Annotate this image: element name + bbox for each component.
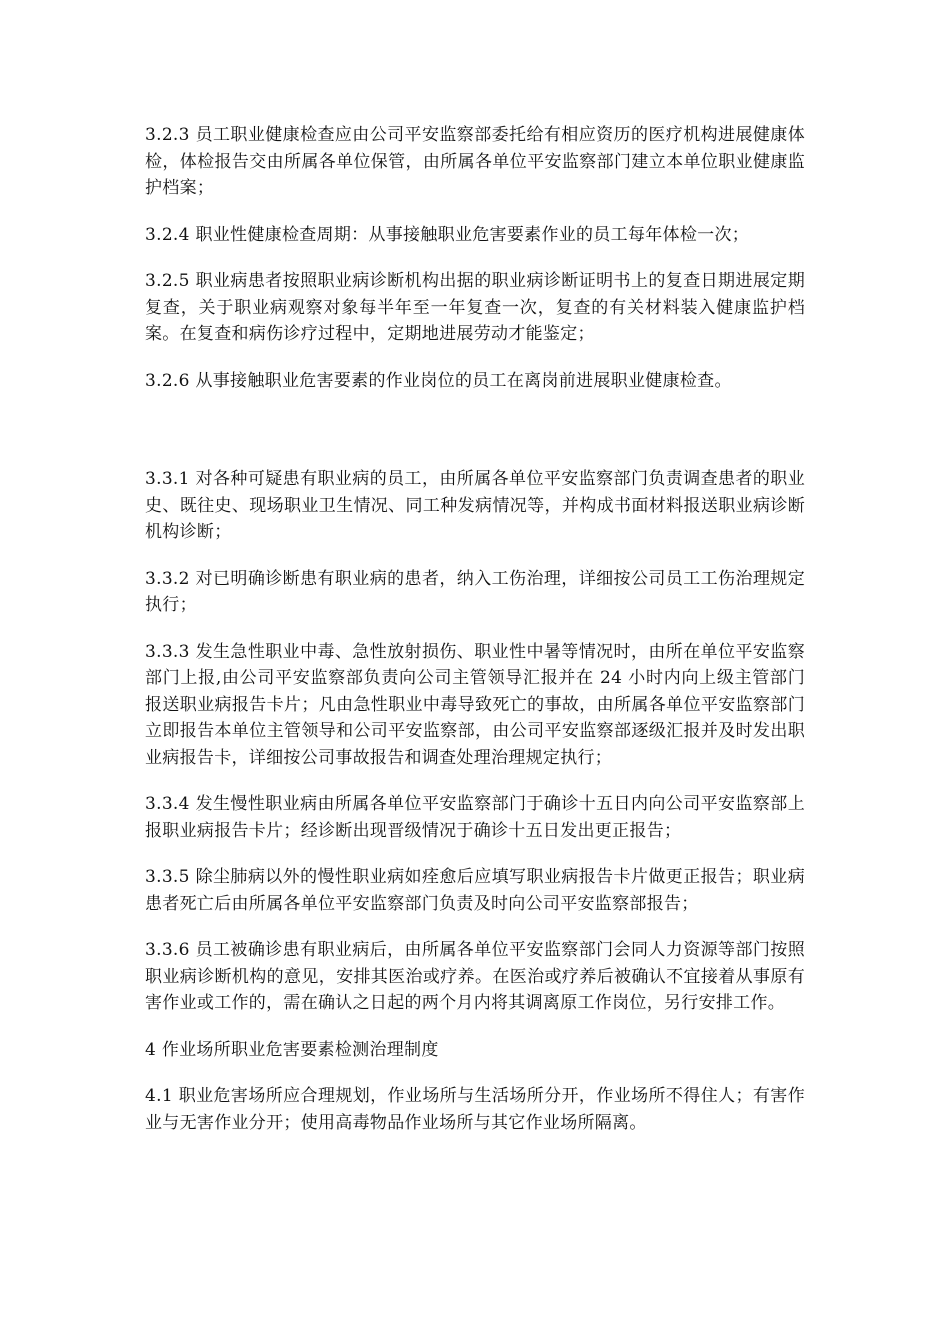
- paragraph-4-1: 4.1 职业危害场所应合理规划，作业场所与生活场所分开，作业场所不得住人；有害作业与无害作业分开；使用高毒物品作业场所与其它作业场所隔离。: [145, 1086, 805, 1133]
- paragraph-3-3-2: 3.3.2 对已明确诊断患有职业病的患者，纳入工伤治理，详细按公司员工工伤治理规定执行；: [145, 568, 805, 615]
- paragraph-3-2-3: 3.2.3 员工职业健康检查应由公司平安监察部委托给有相应资历的医疗机构进展健康体检，体检报告交由所属各单位保管，由所属各单位平安监察部门建立本单位职业健康监护档案；: [145, 125, 805, 198]
- paragraph-3-3-3: 3.3.3 发生急性职业中毒、急性放射损伤、职业性中暑等情况时，由所在单位平安监察部门上报,由公司平安监察部负责向公司主管领导汇报并在 24 小时内向上级主管部门报送职业病报告卡片；凡由急性职业中毒导致死亡的事故，由所属各单位平安监察部门立即报告本单位主管领导和公司平安监察部，由公司平安监察部逐级汇报并及时发出职业病报告卡，详细按公司事故报告和调查处理治理规定执行；: [145, 641, 805, 768]
- paragraph-3-2-6: 3.2.6 从事接触职业危害要素的作业岗位的员工在离岗前进展职业健康检查。: [145, 370, 732, 391]
- paragraph-3-3-4: 3.3.4 发生慢性职业病由所属各单位平安监察部门于确诊十五日内向公司平安监察部上报职业病报告卡片；经诊断出现晋级情况于确诊十五日发出更正报告；: [145, 794, 805, 841]
- document-page: [145, 122, 805, 1156]
- section-4-heading: 4 作业场所职业危害要素检测治理制度: [145, 1039, 439, 1060]
- paragraph-3-3-6: 3.3.6 员工被确诊患有职业病后，由所属各单位平安监察部门会同人力资源等部门按照职业病诊断机构的意见，安排其医治或疗养。在医治或疗养后被确认不宜接着从事原有害作业或工作的，需在确认之日起的两个月内将其调离原工作岗位，另行安排工作。: [145, 940, 805, 1013]
- paragraph-3-2-5: 3.2.5 职业病患者按照职业病诊断机构出据的职业病诊断证明书上的复查日期进展定期复查，关于职业病观察对象每半年至一年复查一次，复查的有关材料装入健康监护档案。在复查和病伤诊疗过程中，定期地进展劳动才能鉴定；: [145, 271, 805, 344]
- section-spacer: [145, 414, 805, 466]
- paragraph-3-3-5: 3.3.5 除尘肺病以外的慢性职业病如痊愈后应填写职业病报告卡片做更正报告；职业病患者死亡后由所属各单位平安监察部门负责及时向公司平安监察部报告；: [145, 867, 805, 914]
- paragraph-3-3-1: 3.3.1 对各种可疑患有职业病的员工，由所属各单位平安监察部门负责调查患者的职业史、既往史、现场职业卫生情况、同工种发病情况等，并构成书面材料报送职业病诊断机构诊断；: [145, 469, 805, 542]
- paragraph-3-2-4: 3.2.4 职业性健康检查周期：从事接触职业危害要素作业的员工每年体检一次；: [145, 224, 750, 245]
